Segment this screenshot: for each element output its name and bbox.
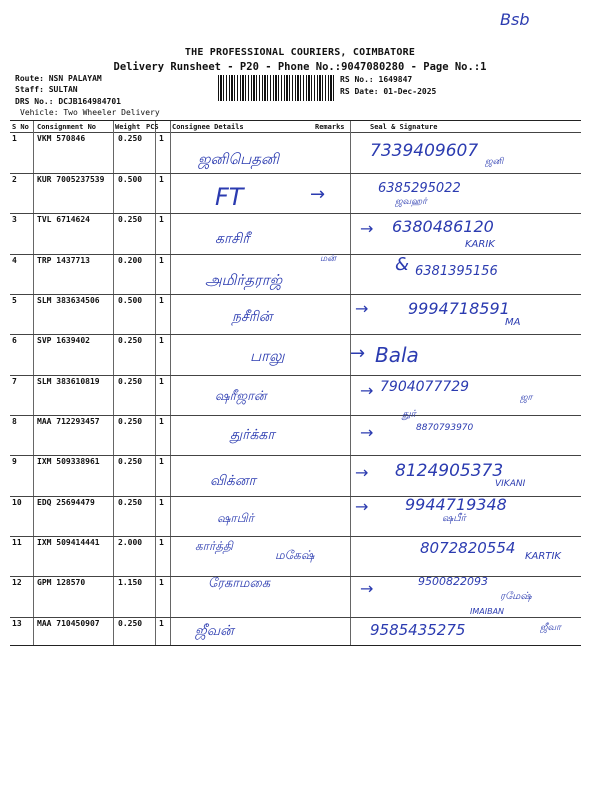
row-phone: 9585435275 <box>370 621 466 639</box>
staff-label: Staff: SULTAN <box>15 85 78 94</box>
row-consignment: KUR 7005237539 <box>37 175 105 184</box>
row-consignee: நசீரின் <box>232 309 273 325</box>
row-signature: ஜா <box>520 393 533 403</box>
row-weight: 0.250 <box>118 498 143 507</box>
row-signature: KARIK <box>465 239 495 250</box>
row-sno: 3 <box>12 215 17 224</box>
row-consignment: VKM 570846 <box>37 134 86 143</box>
row-weight: 0.250 <box>118 417 143 426</box>
row-consignment: MAA 710450907 <box>37 619 100 628</box>
col-sno: S No <box>12 123 29 131</box>
row-sno: 7 <box>12 377 17 386</box>
row-pcs: 1 <box>159 377 164 386</box>
row-phone: 6380486120 <box>392 217 494 236</box>
col-consignee: Consignee Details <box>172 123 244 131</box>
row-pcs: 1 <box>159 256 164 265</box>
drs-number: DRS No.: DCJB164984701 <box>15 97 121 106</box>
row-consignee: துர்க்கா <box>230 427 275 443</box>
company-title: THE PROFESSIONAL COURIERS, COIMBATORE <box>184 47 416 58</box>
row-phone: 9944719348 <box>405 495 507 514</box>
row-sno: 2 <box>12 175 17 184</box>
row-remark: → <box>350 343 366 364</box>
row-consignee: FT <box>215 183 244 211</box>
row-consignee: ஷாபிர் <box>217 511 254 525</box>
row-signature: ரமேஷ் <box>500 591 532 602</box>
runsheet-subtitle: Delivery Runsheet - P20 - Phone No.:9047080280 - Page No.:1 <box>113 61 487 73</box>
vehicle-label: Vehicle: Two Wheeler Delivery <box>20 108 160 117</box>
row-consignment: IXM 509338961 <box>37 457 100 466</box>
row-pcs: 1 <box>159 457 164 466</box>
row-remark: → <box>355 299 369 318</box>
row-pcs: 1 <box>159 134 164 143</box>
row-phone: Bala <box>375 343 419 367</box>
row-consignment: GPM 128570 <box>37 578 86 587</box>
row-pcs: 1 <box>159 578 164 587</box>
row-signature: ஜவஹர் <box>395 197 427 207</box>
row-pcs: 1 <box>159 538 164 547</box>
row-consignment: SVP 1639402 <box>37 336 90 345</box>
row-weight: 0.250 <box>118 377 143 386</box>
row-sno: 5 <box>12 296 17 305</box>
route-label: Route: NSN PALAYAM <box>15 74 102 83</box>
row-consignment: TVL 6714624 <box>37 215 90 224</box>
row-signature: KARTIK <box>525 551 561 562</box>
row-pcs: 1 <box>159 336 164 345</box>
row-weight: 0.250 <box>118 336 143 345</box>
row-phone: 6381395156 <box>415 264 498 279</box>
col-seal: Seal & Signature <box>370 123 438 131</box>
row-signature: ஷபீர் <box>442 513 466 524</box>
row-remark: → <box>360 423 374 442</box>
row-weight: 1.150 <box>118 578 143 587</box>
row-weight: 0.200 <box>118 256 143 265</box>
col-pcs: PCS <box>146 123 159 131</box>
row-sno: 1 <box>12 134 17 143</box>
row-extra-note: IMAIBAN <box>470 607 505 616</box>
row-consignment: MAA 712293457 <box>37 417 100 426</box>
row-signature: ஜீவா <box>540 623 561 633</box>
row-remark: → <box>360 219 374 238</box>
row-consignment: IXM 509414441 <box>37 538 100 547</box>
row-consignee: ஷரீஜான் <box>215 389 267 404</box>
rs-date: RS Date: 01-Dec-2025 <box>340 87 437 96</box>
barcode <box>218 75 336 101</box>
row-phone: 8870793970 <box>416 423 474 433</box>
rs-number: RS No.: 1649847 <box>340 75 413 84</box>
row-sno: 11 <box>12 538 22 547</box>
col-consignment: Consignment No <box>37 123 97 131</box>
row-remark: → <box>360 579 374 598</box>
row-consignee: ஜீவன் <box>195 623 234 639</box>
row-pcs: 1 <box>159 498 164 507</box>
row-pcs: 1 <box>159 619 164 628</box>
row-consignee: கார்த்தி <box>195 539 233 553</box>
row-weight: 0.250 <box>118 134 143 143</box>
row-consignee: பாலு <box>250 347 285 365</box>
row-remark: → <box>310 184 326 205</box>
runsheet-table <box>10 120 581 646</box>
row-phone: 9994718591 <box>408 299 510 318</box>
row-consignee: அமிர்தராஜ் <box>205 271 283 289</box>
row-phone: 8124905373 <box>395 461 504 481</box>
row-remark: மகேஷ் <box>275 548 315 562</box>
row-consignment: SLM 383634506 <box>37 296 100 305</box>
row-sno: 8 <box>12 417 17 426</box>
row-consignment: TRP 1437713 <box>37 256 90 265</box>
row-consignee: ஜனிபெதனி <box>198 150 280 168</box>
row-signature: & <box>395 254 410 275</box>
row-weight: 0.500 <box>118 175 143 184</box>
corner-initials: Bsb <box>500 10 530 29</box>
row-weight: 0.250 <box>118 215 143 224</box>
row-pcs: 1 <box>159 175 164 184</box>
row-signature: துர் <box>402 409 416 420</box>
row-sno: 13 <box>12 619 22 628</box>
row-sno: 9 <box>12 457 17 466</box>
row-remark: → <box>355 463 369 482</box>
row-consignee: காசிரீ <box>215 231 250 247</box>
row-signature: VIKANI <box>495 479 526 489</box>
row-phone: 7339409607 <box>370 141 479 161</box>
row-sno: 4 <box>12 256 17 265</box>
row-sno: 12 <box>12 578 22 587</box>
row-consignment: SLM 383610819 <box>37 377 100 386</box>
row-weight: 0.250 <box>118 457 143 466</box>
col-weight: Weight <box>115 123 141 131</box>
row-signature: MA <box>505 317 521 328</box>
col-remarks: Remarks <box>315 123 345 131</box>
row-pcs: 1 <box>159 215 164 224</box>
row-phone: 6385295022 <box>378 181 461 196</box>
row-pcs: 1 <box>159 417 164 426</box>
row-consignee: ரேகாமகை <box>208 576 271 591</box>
row-phone: 8072820554 <box>420 539 516 557</box>
row-phone: 9500822093 <box>418 575 488 588</box>
row-pcs: 1 <box>159 296 164 305</box>
row-sno: 10 <box>12 498 22 507</box>
row-weight: 0.500 <box>118 296 143 305</box>
row-phone: 7904077729 <box>380 379 470 395</box>
row-weight: 0.250 <box>118 619 143 628</box>
row-weight: 2.000 <box>118 538 143 547</box>
row-signature: ஜனி <box>485 157 504 167</box>
row-remark: → <box>360 381 374 400</box>
row-sno: 6 <box>12 336 17 345</box>
row-consignment: EDQ 25694479 <box>37 498 95 507</box>
row-consignee: விக்னா <box>210 473 256 489</box>
row-remark: மன் <box>320 254 336 264</box>
row-remark: → <box>355 497 369 516</box>
